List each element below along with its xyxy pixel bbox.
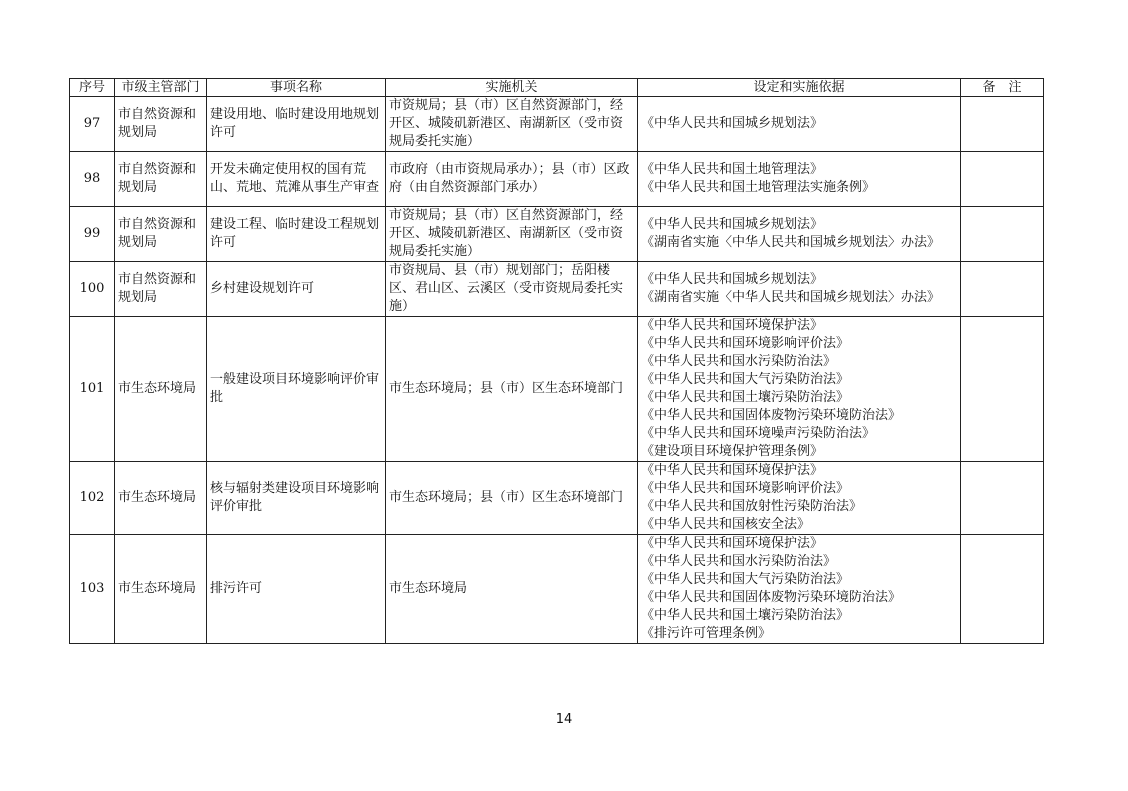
- basis-line: 《中华人民共和国大气污染防治法》: [641, 572, 850, 587]
- cell-basis: [638, 262, 961, 317]
- table-row: [70, 317, 1044, 462]
- cell-org: 市生态环境局；县（市）区生态环境部门: [386, 462, 638, 535]
- header-basis: 设定和实施依据: [638, 79, 961, 97]
- cell-dept: 市自然资源和规划局: [115, 262, 207, 317]
- cell-no: 98: [70, 152, 115, 207]
- header-remark: 备 注: [961, 79, 1044, 97]
- cell-org: 市生态环境局；县（市）区生态环境部门: [386, 317, 638, 462]
- cell-item: 排污许可: [207, 535, 386, 644]
- cell-dept: 市自然资源和规划局: [115, 152, 207, 207]
- header-org: 实施机关: [386, 79, 638, 97]
- cell-dept: 市自然资源和规划局: [115, 97, 207, 152]
- basis-line: 《中华人民共和国土壤污染防治法》: [641, 390, 850, 405]
- cell-basis: [638, 97, 961, 152]
- basis-line: 《中华人民共和国固体废物污染环境防治法》: [641, 408, 902, 423]
- cell-remark: [961, 317, 1044, 462]
- basis-line: 《中华人民共和国大气污染防治法》: [641, 372, 850, 387]
- cell-dept: 市生态环境局: [115, 535, 207, 644]
- cell-no: 97: [70, 97, 115, 152]
- table-header-row: [70, 79, 1044, 97]
- cell-org: 市生态环境局: [386, 535, 638, 644]
- table-row: [70, 262, 1044, 317]
- basis-line: 《中华人民共和国城乡规划法》: [641, 116, 824, 131]
- cell-basis: [638, 152, 961, 207]
- table-row: [70, 207, 1044, 262]
- cell-dept: 市生态环境局: [115, 462, 207, 535]
- basis-line: 《排污许可管理条例》: [641, 626, 772, 641]
- basis-line: 《中华人民共和国土地管理法实施条例》: [641, 180, 876, 195]
- cell-no: 100: [70, 262, 115, 317]
- cell-org: 市政府（由市资规局承办）；县（市）区政府（由自然资源部门承办）: [386, 152, 638, 207]
- cell-item: 核与辐射类建设项目环境影响评价审批: [207, 462, 386, 535]
- table-row: [70, 535, 1044, 644]
- header-item: 事项名称: [207, 79, 386, 97]
- basis-line: 《中华人民共和国放射性污染防治法》: [641, 499, 863, 514]
- basis-line: 《中华人民共和国环境保护法》: [641, 318, 824, 333]
- basis-line: 《中华人民共和国水污染防治法》: [641, 354, 837, 369]
- cell-item: 开发未确定使用权的国有荒山、荒地、荒滩从事生产审查: [207, 152, 386, 207]
- cell-remark: [961, 152, 1044, 207]
- cell-remark: [961, 535, 1044, 644]
- cell-remark: [961, 262, 1044, 317]
- cell-org: 市资规局；县（市）区自然资源部门，经开区、城陵矶新港区、南湖新区（受市资规局委托实施）: [386, 207, 638, 262]
- cell-item: 建设用地、临时建设用地规划许可: [207, 97, 386, 152]
- cell-item: 乡村建设规划许可: [207, 262, 386, 317]
- cell-remark: [961, 462, 1044, 535]
- cell-remark: [961, 97, 1044, 152]
- page-number: 14: [555, 712, 573, 727]
- approval-items-table: [69, 78, 1044, 644]
- cell-basis: [638, 462, 961, 535]
- cell-no: 103: [70, 535, 115, 644]
- cell-no: 99: [70, 207, 115, 262]
- cell-basis: [638, 317, 961, 462]
- basis-line: 《中华人民共和国城乡规划法》: [641, 217, 824, 232]
- basis-line: 《建设项目环境保护管理条例》: [641, 444, 824, 459]
- cell-remark: [961, 207, 1044, 262]
- header-dept: 市级主管部门: [115, 79, 207, 97]
- table-row: [70, 152, 1044, 207]
- basis-line: 《湖南省实施〈中华人民共和国城乡规划法〉办法》: [641, 235, 941, 250]
- basis-line: 《中华人民共和国环境保护法》: [641, 463, 824, 478]
- cell-item: 建设工程、临时建设工程规划许可: [207, 207, 386, 262]
- table-row: [70, 97, 1044, 152]
- cell-no: 102: [70, 462, 115, 535]
- basis-line: 《中华人民共和国土地管理法》: [641, 162, 824, 177]
- cell-dept: 市自然资源和规划局: [115, 207, 207, 262]
- basis-line: 《中华人民共和国水污染防治法》: [641, 554, 837, 569]
- basis-line: 《中华人民共和国土壤污染防治法》: [641, 608, 850, 623]
- cell-org: 市资规局、县（市）规划部门；岳阳楼区、君山区、云溪区（受市资规局委托实施）: [386, 262, 638, 317]
- basis-line: 《中华人民共和国固体废物污染环境防治法》: [641, 590, 902, 605]
- basis-line: 《中华人民共和国环境影响评价法》: [641, 336, 850, 351]
- basis-line: 《中华人民共和国环境噪声污染防治法》: [641, 426, 876, 441]
- cell-dept: 市生态环境局: [115, 317, 207, 462]
- cell-basis: [638, 535, 961, 644]
- basis-line: 《中华人民共和国城乡规划法》: [641, 272, 824, 287]
- cell-no: 101: [70, 317, 115, 462]
- basis-line: 《中华人民共和国环境影响评价法》: [641, 481, 850, 496]
- cell-org: 市资规局；县（市）区自然资源部门，经开区、城陵矶新港区、南湖新区（受市资规局委托实施）: [386, 97, 638, 152]
- basis-line: 《中华人民共和国核安全法》: [641, 517, 811, 532]
- basis-line: 《湖南省实施〈中华人民共和国城乡规划法〉办法》: [641, 290, 941, 305]
- cell-item: 一般建设项目环境影响评价审批: [207, 317, 386, 462]
- basis-line: 《中华人民共和国环境保护法》: [641, 536, 824, 551]
- header-no: 序号: [70, 79, 115, 97]
- table-row: [70, 462, 1044, 535]
- cell-basis: [638, 207, 961, 262]
